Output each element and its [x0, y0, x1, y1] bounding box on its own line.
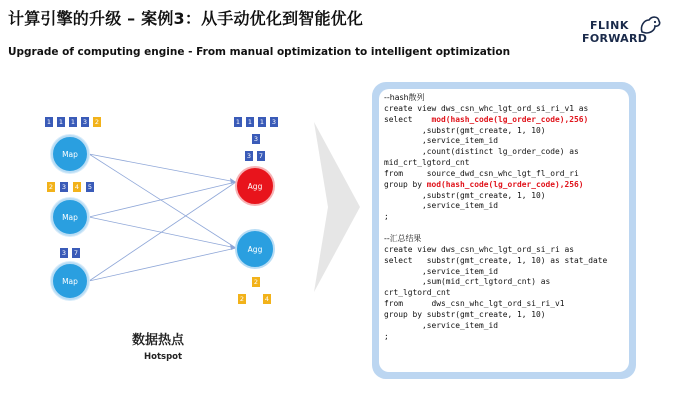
code-line — [384, 267, 629, 278]
code-line — [384, 234, 629, 245]
chevron-right-icon — [314, 122, 362, 292]
key-cell: 3 — [61, 249, 67, 257]
code-text: from source_dwd_csn_whc_lgt_fl_ord_ri — [384, 168, 579, 178]
slide-subtitle: Upgrade of computing engine - From manual optimization to intelligent optimization — [8, 46, 511, 58]
key-cell: 1 — [235, 118, 241, 126]
code-line — [384, 115, 629, 126]
code-line — [384, 158, 629, 169]
key-cell: 5 — [87, 183, 93, 191]
key-cell: 1 — [46, 118, 52, 126]
key-cell: 2 — [253, 278, 259, 286]
code-text: ,substr(gmt_create, 1, 10) — [384, 190, 546, 200]
code-line — [384, 201, 629, 212]
logo-line1: FLINK — [590, 19, 629, 32]
code-line — [384, 321, 629, 332]
code-text: create view dws_csn_whc_lgt_ord_si_ri_v1 as — [384, 103, 589, 113]
code-line — [384, 147, 629, 158]
code-text: ,count(distinct lg_order_code) as — [384, 147, 579, 157]
code-highlight: mod(hash_code(lg_order_code),256) — [426, 179, 584, 189]
key-cell: 3 — [61, 183, 67, 191]
slide-title: 计算引擎的升级 – 案例3：从手动优化到智能优化 — [8, 9, 364, 28]
code-line — [384, 169, 629, 180]
hotspot-title: 数据热点 — [132, 333, 185, 348]
key-cell: 3 — [253, 135, 259, 143]
code-text: group by — [384, 179, 427, 189]
code-line — [384, 288, 629, 299]
code-text: group by substr(gmt_create, 1, 10) — [384, 309, 546, 319]
key-cell: 1 — [259, 118, 265, 126]
code-line — [384, 180, 629, 191]
key-cell: 4 — [264, 295, 270, 303]
code-line — [384, 93, 629, 104]
code-text: create view dws_csn_whc_lgt_ord_si_ri as — [384, 244, 575, 254]
key-cell: 7 — [73, 249, 79, 257]
code-text: ; — [384, 212, 389, 222]
key-cell: 2 — [48, 183, 54, 191]
code-line — [384, 332, 629, 343]
key-cell: 1 — [70, 118, 76, 126]
map-node-2: Map — [51, 198, 89, 236]
code-text: select — [384, 114, 432, 124]
key-cell: 2 — [94, 118, 100, 126]
logo-line2: FORWARD — [582, 32, 648, 45]
key-cell: 7 — [258, 152, 264, 160]
code-line — [384, 310, 629, 321]
key-cell: 2 — [239, 295, 245, 303]
code-line — [384, 212, 629, 223]
key-cell: 1 — [247, 118, 253, 126]
code-text: ,service_item_id — [384, 136, 499, 146]
key-cell: 4 — [74, 183, 80, 191]
code-highlight: mod(hash_code(lg_order_code),256) — [431, 114, 589, 124]
code-text: mid_crt_lgtord_cnt — [384, 158, 470, 168]
code-text: crt_lgtord_cnt — [384, 288, 451, 298]
agg-node-hotspot: Agg — [235, 166, 275, 206]
hotspot-subtitle: Hotspot — [144, 352, 183, 362]
code-text: ,service_item_id — [384, 266, 499, 276]
code-line — [384, 245, 629, 256]
code-text: ,sum(mid_crt_lgtord_cnt) as — [384, 277, 551, 287]
code-line — [384, 256, 629, 267]
code-line — [384, 136, 629, 147]
agg-node-2: Agg — [235, 229, 275, 269]
code-text: ,substr(gmt_create, 1, 10) — [384, 125, 546, 135]
code-comment: --汇总结果 — [384, 233, 422, 243]
code-line — [384, 223, 629, 234]
code-line — [384, 104, 629, 115]
code-line — [384, 277, 629, 288]
code-line — [384, 299, 629, 310]
code-text: from dws_csn_whc_lgt_ord_si_ri_v1 — [384, 299, 565, 309]
code-line — [384, 191, 629, 202]
key-cell: 3 — [271, 118, 277, 126]
map-node-3: Map — [51, 262, 89, 300]
key-cell: 1 — [58, 118, 64, 126]
key-cell: 3 — [246, 152, 252, 160]
code-text: select substr(gmt_create, 1, 10) as stat_date — [384, 255, 608, 265]
key-cell: 3 — [82, 118, 88, 126]
map-node-1: Map — [51, 135, 89, 173]
code-text: ,service_item_id — [384, 201, 499, 211]
code-text: ,service_item_id — [384, 320, 499, 330]
code-panel — [379, 89, 629, 372]
code-line — [384, 126, 629, 137]
code-comment: --hash散列 — [384, 93, 425, 102]
code-text: ; — [384, 331, 389, 341]
